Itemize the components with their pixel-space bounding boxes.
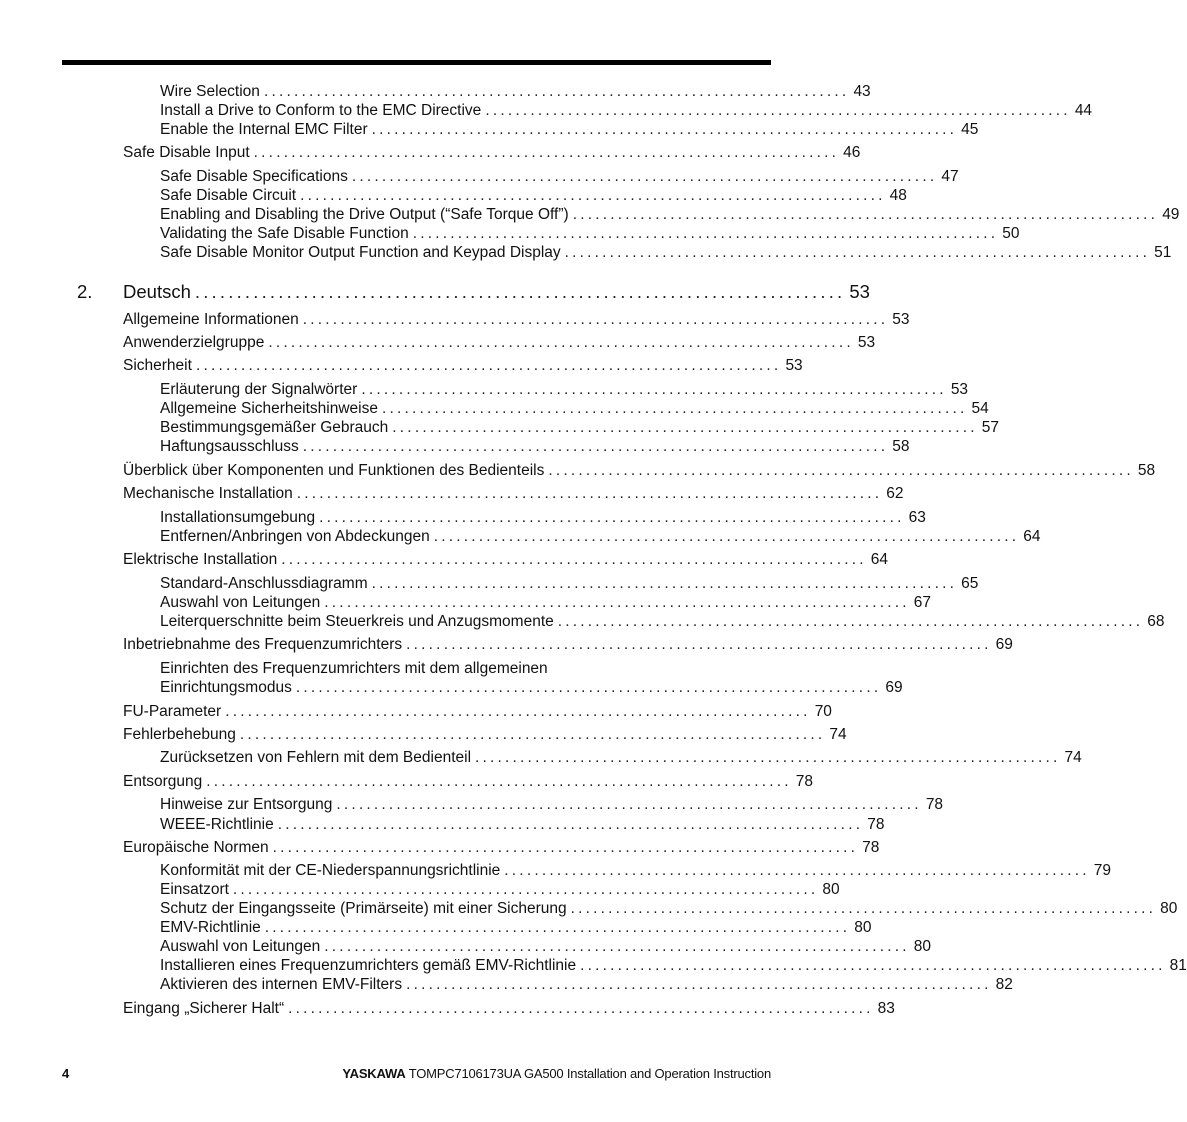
dot-leader: .............................................................................. bbox=[548, 462, 1134, 479]
toc-entry[interactable] bbox=[123, 726, 847, 744]
toc-entry-label: Haftungsausschluss bbox=[160, 438, 299, 455]
toc-entry-page: 44 bbox=[1074, 102, 1093, 119]
toc-entry-label: Einrichtungsmodus bbox=[160, 679, 292, 696]
dot-leader: .............................................................................. bbox=[195, 357, 782, 374]
toc-entry-label: WEEE-Richtlinie bbox=[160, 816, 274, 833]
dot-leader: .............................................................................. bbox=[433, 528, 1020, 545]
toc-entry[interactable] bbox=[160, 168, 959, 186]
dot-leader: .............................................................................. bbox=[570, 900, 1157, 917]
toc-entry-label: Safe Disable Monitor Output Function and Keypad Display bbox=[160, 244, 561, 261]
toc-entry-label: Install a Drive to Conform to the EMC Directive bbox=[160, 102, 482, 119]
toc-entry[interactable] bbox=[123, 1000, 895, 1018]
toc-entry[interactable] bbox=[160, 796, 944, 814]
footer-doc-title: TOMPC7106173UA GA500 Installation and Operation Instruction bbox=[408, 1066, 771, 1081]
toc-entry[interactable] bbox=[123, 357, 803, 375]
toc-entry-page: 57 bbox=[981, 419, 1000, 436]
toc-entry-page: 78 bbox=[795, 773, 814, 790]
dot-leader: .............................................................................. bbox=[392, 419, 978, 436]
toc-entry[interactable] bbox=[123, 311, 910, 329]
toc-entry-page: 74 bbox=[829, 726, 847, 743]
toc-entry-label: Validating the Safe Disable Function bbox=[160, 225, 409, 242]
dot-leader: .............................................................................. bbox=[319, 509, 905, 526]
dot-leader: .............................................................................. bbox=[239, 726, 826, 743]
toc-entry-label: Überblick über Komponenten und Funktionen des Bedienteils bbox=[123, 462, 545, 479]
toc-entry-label: Inbetriebnahme des Frequenzumrichters bbox=[123, 636, 403, 653]
toc-entry-page: 78 bbox=[867, 816, 885, 833]
footer-page-number: 4 bbox=[62, 1066, 70, 1081]
toc-entry-label: Aktivieren des internen EMV-Filters bbox=[160, 976, 403, 993]
dot-leader: .............................................................................. bbox=[412, 225, 999, 242]
dot-leader: .............................................................................. bbox=[296, 485, 883, 502]
toc-entry-label: Eingang „Sicherer Halt“ bbox=[123, 1000, 285, 1017]
toc-entry[interactable] bbox=[123, 773, 814, 791]
toc-entry-page: 58 bbox=[892, 438, 910, 455]
toc-entry[interactable] bbox=[160, 528, 1041, 546]
toc-entry-label: Installationsumgebung bbox=[160, 509, 316, 526]
toc-entry-page: 82 bbox=[995, 976, 1013, 993]
toc-entry-page: 53 bbox=[892, 311, 910, 328]
toc-entry[interactable] bbox=[160, 938, 932, 956]
toc-entry-page: 49 bbox=[1162, 206, 1180, 223]
toc-entry-page: 45 bbox=[961, 121, 979, 138]
toc-entry[interactable] bbox=[160, 187, 907, 205]
toc-entry[interactable] bbox=[123, 839, 880, 857]
toc-entry-label: Anwenderzielgruppe bbox=[123, 334, 265, 351]
toc-entry-label: Standard-Anschlussdiagramm bbox=[160, 575, 368, 592]
toc-entry[interactable] bbox=[160, 679, 903, 697]
toc-entry-page: 81 bbox=[1169, 957, 1187, 974]
dot-leader: .............................................................................. bbox=[351, 168, 938, 185]
toc-entry-page: 80 bbox=[913, 938, 932, 955]
toc-entry-page: 50 bbox=[1002, 225, 1020, 242]
chapter-number: 2. bbox=[77, 281, 93, 302]
dot-leader: .............................................................................. bbox=[302, 438, 889, 455]
toc-entry[interactable] bbox=[160, 509, 926, 527]
toc-entry-label: Safe Disable Specifications bbox=[160, 168, 348, 185]
toc-entry[interactable] bbox=[160, 575, 979, 593]
toc-entry-page: 69 bbox=[995, 636, 1013, 653]
toc-entry-page: 63 bbox=[908, 509, 926, 526]
toc-entry-label: Enable the Internal EMC Filter bbox=[160, 121, 368, 138]
toc-entry-label: Deutsch bbox=[123, 281, 191, 302]
toc-entry[interactable] bbox=[160, 816, 885, 834]
toc-entry-label: Bestimmungsgemäßer Gebrauch bbox=[160, 419, 389, 436]
dot-leader: .............................................................................. bbox=[371, 121, 958, 138]
dot-leader: .............................................................................. bbox=[324, 938, 910, 955]
toc-entry[interactable] bbox=[160, 206, 1180, 224]
toc-entry-page: 53 bbox=[785, 357, 803, 374]
toc-entry-label: Installieren eines Frequenzumrichters gemäß EMV-Richtlinie bbox=[160, 957, 577, 974]
toc-entry[interactable] bbox=[160, 438, 910, 456]
toc-entry[interactable] bbox=[160, 900, 1178, 918]
toc-entry[interactable] bbox=[160, 244, 1172, 262]
toc-entry[interactable] bbox=[160, 400, 989, 418]
dot-leader: .............................................................................. bbox=[580, 957, 1166, 974]
toc-entry-label: Safe Disable Circuit bbox=[160, 187, 297, 204]
toc-entry[interactable] bbox=[123, 144, 861, 162]
dot-leader: .............................................................................. bbox=[302, 311, 889, 328]
footer-document-title bbox=[342, 1066, 771, 1081]
toc-entry-label: Fehlerbehebung bbox=[123, 726, 236, 743]
dot-leader: .............................................................................. bbox=[253, 144, 840, 161]
dot-leader: .............................................................................. bbox=[485, 102, 1071, 119]
toc-entry-page: 58 bbox=[1137, 462, 1156, 479]
dot-leader: .............................................................................. bbox=[232, 881, 819, 898]
toc-entry-label: Zurücksetzen von Fehlern mit dem Bedienteil bbox=[160, 749, 472, 766]
toc-entry-label: Allgemeine Sicherheitshinweise bbox=[160, 400, 378, 417]
dot-leader: .............................................................................. bbox=[225, 703, 811, 720]
toc-entry[interactable] bbox=[123, 462, 1156, 480]
dot-leader: .............................................................................. bbox=[295, 679, 882, 696]
toc-entry-page: 47 bbox=[941, 168, 959, 185]
toc-entry[interactable] bbox=[160, 419, 1000, 437]
toc-entry[interactable] bbox=[160, 381, 969, 399]
toc-entry[interactable] bbox=[160, 749, 1082, 767]
toc-entry-page: 78 bbox=[925, 796, 944, 813]
dot-leader: .............................................................................. bbox=[281, 551, 867, 568]
dot-leader: .............................................................................. bbox=[324, 594, 910, 611]
toc-entry-page: 53 bbox=[950, 381, 969, 398]
toc-entry-page: 80 bbox=[822, 881, 840, 898]
toc-entry-page: 51 bbox=[1154, 244, 1172, 261]
toc-entry[interactable] bbox=[160, 83, 871, 101]
toc-entry-label: Konformität mit der CE-Niederspannungsrichtlinie bbox=[160, 862, 501, 879]
toc-entry-page: 64 bbox=[870, 551, 888, 568]
dot-leader: .............................................................................. bbox=[300, 187, 886, 204]
toc-entry[interactable] bbox=[160, 881, 840, 899]
dot-leader: .............................................................................. bbox=[361, 381, 947, 398]
toc-entry-page: 79 bbox=[1093, 862, 1112, 879]
toc-entry-page: 68 bbox=[1147, 613, 1165, 630]
toc-entry[interactable] bbox=[160, 121, 979, 139]
toc-entry-page: 78 bbox=[862, 839, 880, 856]
toc-entry-label: Erläuterung der Signalwörter bbox=[160, 381, 358, 398]
toc-entry-page: 48 bbox=[889, 187, 907, 204]
toc-entry-label: Entsorgung bbox=[123, 773, 203, 790]
dot-leader: .............................................................................. bbox=[406, 976, 992, 993]
dot-leader: .............................................................................. bbox=[264, 919, 851, 936]
toc-entry-page: 62 bbox=[886, 485, 904, 502]
toc-entry-label: Sicherheit bbox=[123, 357, 192, 374]
toc-entry-page: 74 bbox=[1064, 749, 1082, 766]
toc-entry-label: Enabling and Disabling the Drive Output (“Safe Torque Off”) bbox=[160, 206, 569, 223]
dot-leader: .............................................................................. bbox=[557, 613, 1144, 630]
toc-entry[interactable] bbox=[160, 102, 1093, 120]
toc-entry-page: 65 bbox=[961, 575, 979, 592]
toc-entry[interactable] bbox=[160, 976, 1013, 994]
dot-leader: .............................................................................. bbox=[268, 334, 854, 351]
toc-entry-label: FU-Parameter bbox=[123, 703, 222, 720]
toc-entry-page: 80 bbox=[1160, 900, 1178, 917]
toc-entry-page: 54 bbox=[971, 400, 989, 417]
toc-entry-page: 53 bbox=[849, 281, 870, 302]
footer-brand: YASKAWA bbox=[342, 1066, 406, 1081]
toc-entry-label: Allgemeine Informationen bbox=[123, 311, 299, 328]
toc-entry[interactable] bbox=[160, 613, 1165, 631]
toc-entry-label: Safe Disable Input bbox=[123, 144, 250, 161]
dot-leader: .............................................................................. bbox=[504, 862, 1090, 879]
toc-entry-page: 70 bbox=[814, 703, 832, 720]
toc-entry[interactable] bbox=[123, 636, 1013, 654]
toc-entry-page: 69 bbox=[885, 679, 903, 696]
dot-leader: .............................................................................. bbox=[288, 1000, 874, 1017]
toc-entry-page: 53 bbox=[857, 334, 876, 351]
toc-entry-page: 80 bbox=[854, 919, 872, 936]
toc-entry-page: 46 bbox=[843, 144, 861, 161]
toc-entry-label: Schutz der Eingangsseite (Primärseite) mit einer Sicherung bbox=[160, 900, 567, 917]
toc-entry-page: 43 bbox=[853, 83, 871, 100]
dot-leader: .............................................................................. bbox=[277, 816, 864, 833]
toc-entry[interactable] bbox=[160, 862, 1112, 880]
dot-leader: .............................................................................. bbox=[194, 281, 846, 302]
toc-chapter-entry[interactable] bbox=[123, 281, 870, 303]
dot-leader: .............................................................................. bbox=[475, 749, 1061, 766]
toc-entry[interactable] bbox=[160, 957, 1187, 975]
toc-entry-label: Elektrische Installation bbox=[123, 551, 278, 568]
toc-entry-label: Mechanische Installation bbox=[123, 485, 293, 502]
dot-leader: .............................................................................. bbox=[263, 83, 850, 100]
dot-leader: .............................................................................. bbox=[272, 839, 859, 856]
toc-entry[interactable] bbox=[160, 919, 872, 937]
dot-leader: .............................................................................. bbox=[381, 400, 968, 417]
toc-entry-label: Hinweise zur Entsorgung bbox=[160, 796, 333, 813]
toc-entry[interactable] bbox=[123, 334, 876, 352]
toc-entry[interactable] bbox=[123, 703, 832, 721]
toc-entry-label: Auswahl von Leitungen bbox=[160, 594, 321, 611]
top-rule bbox=[62, 60, 771, 65]
toc-entry-label: Entfernen/Anbringen von Abdeckungen bbox=[160, 528, 430, 545]
toc-entry-label: Wire Selection bbox=[160, 83, 260, 100]
toc-entry-label: EMV-Richtlinie bbox=[160, 919, 261, 936]
toc-entry-label: Europäische Normen bbox=[123, 839, 269, 856]
toc-entry[interactable] bbox=[123, 485, 904, 503]
toc-entry-label: Leiterquerschnitte beim Steuerkreis und Anzugsmomente bbox=[160, 613, 554, 630]
toc-entry-label: Auswahl von Leitungen bbox=[160, 938, 321, 955]
toc-entry[interactable] bbox=[160, 225, 1020, 243]
toc-entry-label-line1: Einrichten des Frequenzumrichters mit dem allgemeinen bbox=[160, 660, 548, 677]
dot-leader: .............................................................................. bbox=[564, 244, 1151, 261]
toc-entry-page: 64 bbox=[1023, 528, 1041, 545]
dot-leader: .............................................................................. bbox=[206, 773, 792, 790]
toc-entry-page: 67 bbox=[913, 594, 932, 611]
toc-entry[interactable] bbox=[123, 551, 888, 569]
dot-leader: .............................................................................. bbox=[406, 636, 992, 653]
toc-entry-label: Einsatzort bbox=[160, 881, 229, 898]
dot-leader: .............................................................................. bbox=[371, 575, 958, 592]
dot-leader: .............................................................................. bbox=[572, 206, 1159, 223]
toc-entry[interactable] bbox=[160, 594, 932, 612]
toc-entry-page: 83 bbox=[877, 1000, 895, 1017]
dot-leader: .............................................................................. bbox=[336, 796, 922, 813]
